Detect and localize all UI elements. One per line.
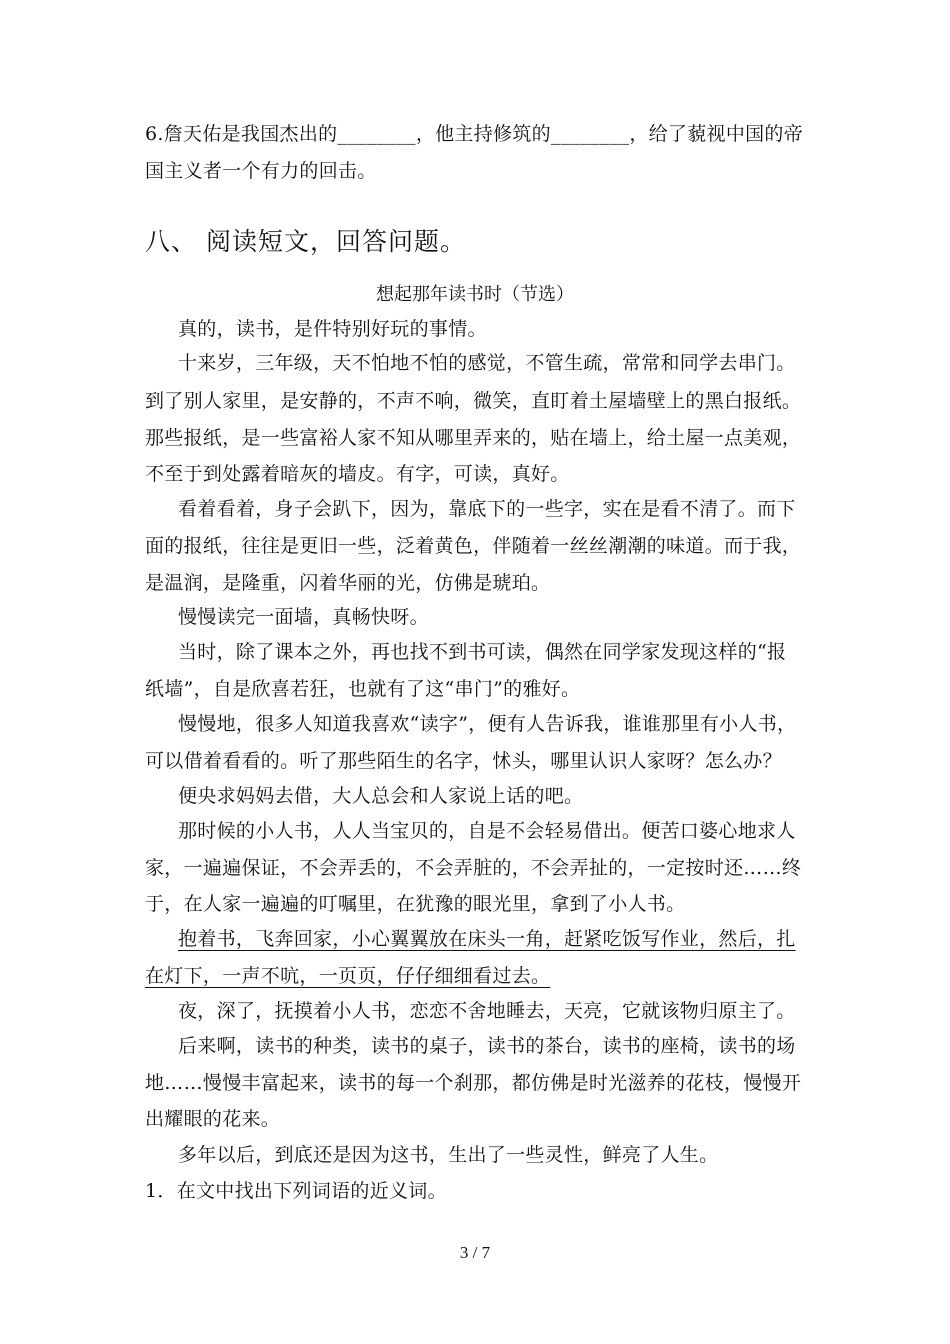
passage-line: 多年以后，到底还是因为这书，生出了一些灵性，鲜亮了人生。: [178, 1144, 719, 1166]
passage-line: 地……慢慢丰富起来，读书的每一个刹那，都仿佛是时光滋养的花枝，慢慢开: [145, 1072, 802, 1094]
underlined-passage-line: 在灯下，一声不吭，一页页，仔仔细细看过去。: [145, 965, 551, 987]
passage-line: 便央求妈妈去借，大人总会和人家说上话的吧。: [178, 785, 584, 807]
passage-line: 家，一遍遍保证，不会弄丢的，不会弄脏的，不会弄扯的，一定按时还……终: [145, 857, 802, 879]
section-heading: 八、 阅读短文，回答问题。: [145, 227, 466, 256]
passage-line: 当时，除了课本之外，再也找不到书可读，偶然在同学家发现这样的“报: [178, 641, 787, 663]
passage-line: 于，在人家一遍遍的叮嘱里，在犹豫的眼光里，拿到了小人书。: [145, 893, 686, 915]
passage-line: 那些报纸，是一些富裕人家不知从哪里弄来的，贴在墙上，给土屋一点美观，: [145, 427, 802, 449]
passage-title: 想起那年读书时（节选）: [376, 284, 574, 305]
passage-line: 慢慢读完一面墙，真畅快呀。: [178, 606, 429, 628]
passage-line: 十来岁，三年级，天不怕地不怕的感觉，不管生疏，常常和同学去串门。: [178, 352, 796, 374]
question6-line2: 国主义者一个有力的回击。: [145, 160, 377, 182]
passage-line: 不至于到处露着暗灰的墙皮。有字，可读，真好。: [145, 463, 570, 485]
passage-line: 出耀眼的花来。: [145, 1108, 281, 1130]
question6-line1: 6.詹天佑是我国杰出的________，他主持修筑的________，给了藐视中国的帝: [145, 123, 804, 145]
passage-line: 真的，读书，是件特别好玩的事情。: [178, 318, 487, 340]
passage-line: 那时候的小人书，人人当宝贝的，自是不会轻易借出。便苦口婆心地求人: [178, 820, 796, 842]
passage-line: 后来啊，读书的种类，读书的桌子，读书的茶台，读书的座椅，读书的场: [178, 1035, 796, 1057]
passage-line: 是温润，是隆重，闪着华丽的光，仿佛是琥珀。: [145, 572, 551, 594]
question1-prompt: 1．在文中找出下列词语的近义词。: [145, 1180, 447, 1202]
passage-line: 夜，深了，抚摸着小人书，恋恋不舍地睡去，天亮，它就该物归原主了。: [178, 1000, 796, 1022]
passage-line: 可以借着看看的。听了那些陌生的名字，怵头，哪里认识人家呀？怎么办？: [145, 750, 782, 772]
page-number: 3 / 7: [459, 1243, 491, 1262]
underlined-passage-line: 抱着书，飞奔回家，小心翼翼放在床头一角，赶紧吃饭写作业，然后，扎: [178, 928, 796, 950]
passage-line: 到了别人家里，是安静的，不声不响，微笑，直盯着土屋墙壁上的黑白报纸。: [145, 390, 802, 412]
passage-line: 慢慢地，很多人知道我喜欢“读字”，便有人告诉我，谁谁那里有小人书，: [178, 713, 797, 735]
passage-line: 纸墙”，自是欣喜若狂，也就有了这“串门”的雅好。: [145, 678, 581, 700]
passage-line: 面的报纸，往往是更旧一些，泛着黄色，伴随着一丝丝潮潮的味道。而于我，: [145, 535, 802, 557]
passage-line: 看着看着，身子会趴下，因为，靠底下的一些字，实在是看不清了。而下: [178, 498, 796, 520]
